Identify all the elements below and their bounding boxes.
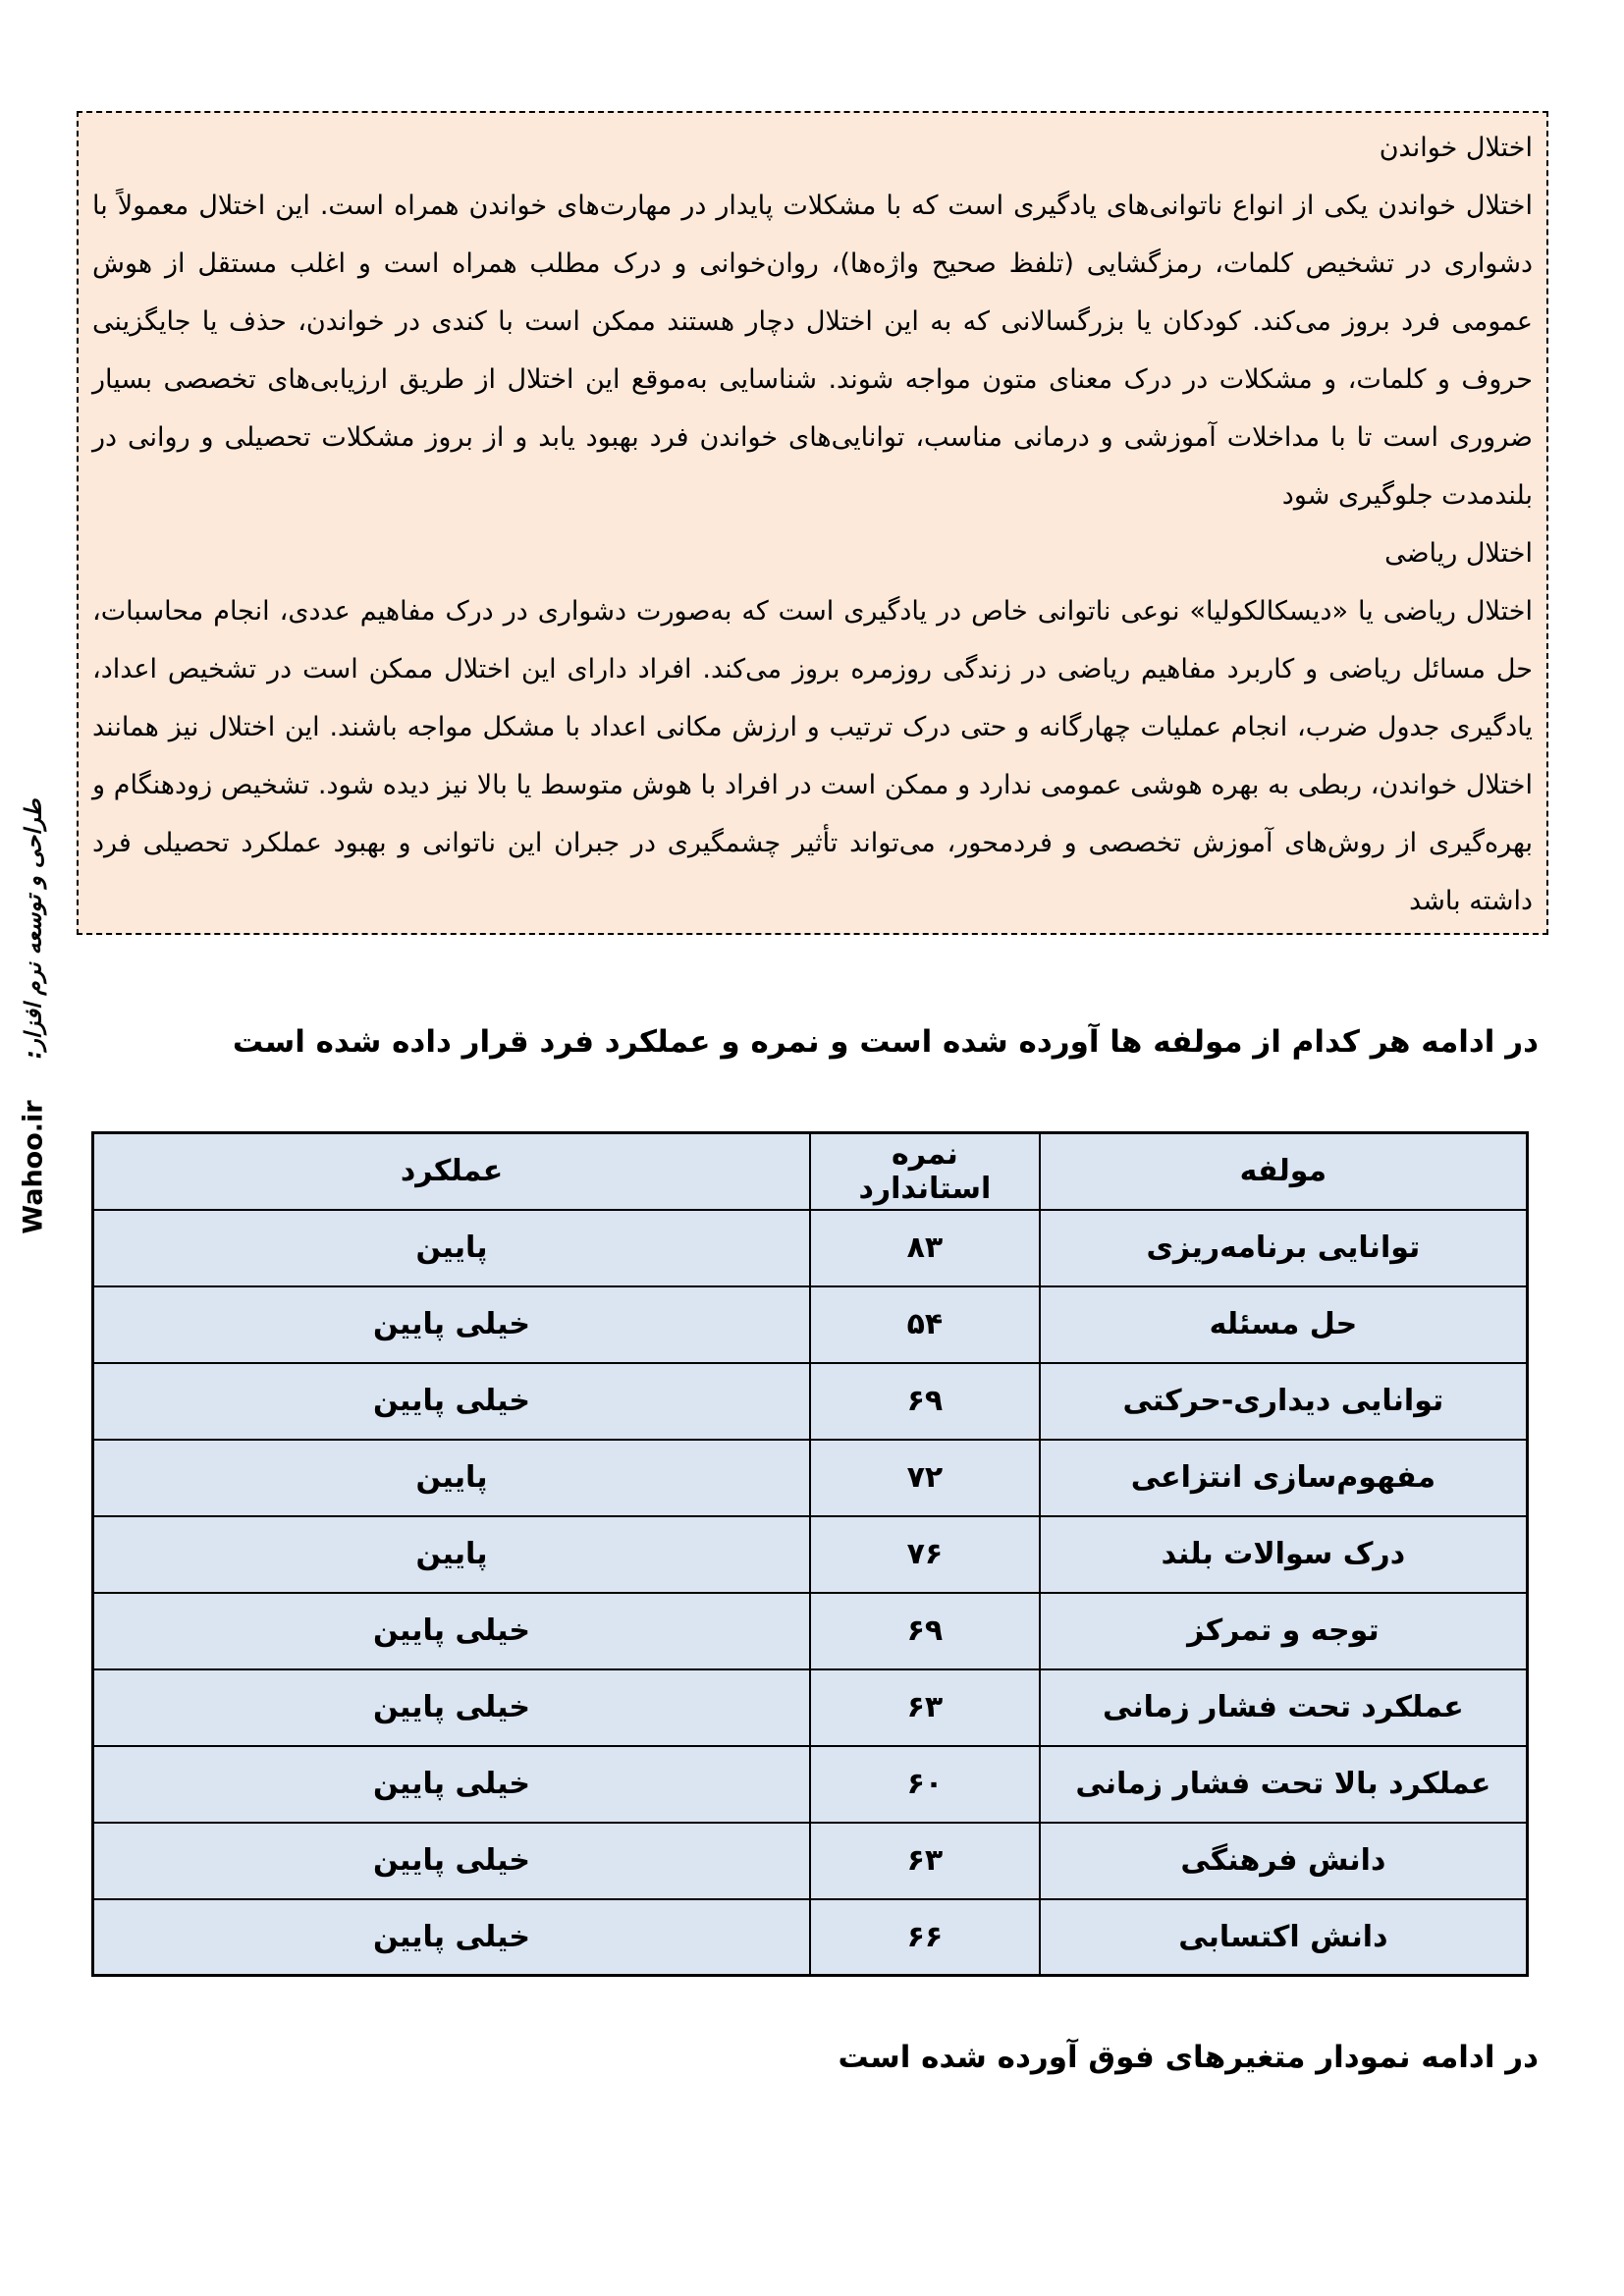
- chart-outro-line: در ادامه نمودار متغیرهای فوق آورده شده است: [838, 2040, 1539, 2075]
- component-cell: مفهوم‌سازی انتزاعی: [1040, 1440, 1528, 1516]
- performance-cell: خیلی پایین: [93, 1593, 811, 1669]
- table-row: [93, 1210, 1528, 1286]
- performance-cell: خیلی پایین: [93, 1746, 811, 1823]
- component-cell: عملکرد بالا تحت فشار زمانی: [1040, 1746, 1528, 1823]
- component-cell: توانایی دیداری-حرکتی: [1040, 1363, 1528, 1440]
- reading-disorder-body: اختلال خواندن یکی از انواع ناتوانی‌های یادگیری است که با مشکلات پایدار در مهارت‌های خواندن همراه است. این اختلال معمولاً با دشواری در تشخیص کلمات، رمزگشایی (تلفظ صحیح واژه‌ها)، روان‌خوانی و درک مطلب همراه است و اغلب مستقل از هوش عمومی فرد بروز می‌کند. کودکان یا بزرگسالانی که به این اختلال دچار هستند ممکن است با کندی در خواندن، حذف یا جایگزینی حروف و کلمات، و مشکلات در درک معنای متون مواجه شوند. شناسایی به‌موقع این اختلال از طریق ارزیابی‌های تخصصی بسیار ضروری است تا با مداخلات آموزشی و درمانی مناسب، توانایی‌های خواندن فرد بهبود یابد و از بروز مشکلات تحصیلی و روانی در بلندمدت جلوگیری شود: [92, 191, 1533, 511]
- score-cell: ۵۴: [810, 1286, 1040, 1363]
- math-disorder-body: اختلال ریاضی یا «دیسکالکولیا» نوعی ناتوانی خاص در یادگیری است که به‌صورت دشواری در درک مفاهیم عددی، انجام محاسبات، حل مسائل ریاضی و کاربرد مفاهیم ریاضی در زندگی روزمره بروز می‌کند. افراد دارای این اختلال ممکن است در تشخیص اعداد، یادگیری جدول ضرب، انجام عملیات چهارگانه و حتی درک ترتیب و ارزش مکانی اعداد با مشکل مواجه باشند. این اختلال نیز همانند اختلال خواندن، ربطی به بهره هوشی عمومی ندارد و ممکن است در افراد با هوش متوسط یا بالا نیز دیده شود. تشخیص زودهنگام و بهره‌گیری از روش‌های آموزش تخصصی و فردمحور، می‌تواند تأثیر چشمگیری در جبران این ناتوانی و بهبود عملکرد تحصیلی فرد داشته باشد: [92, 596, 1533, 916]
- credit-label: طراحی و توسعه نرم افزار:: [21, 798, 46, 1060]
- score-cell: ۶۰: [810, 1746, 1040, 1823]
- table-row: [93, 1669, 1528, 1746]
- performance-cell: پایین: [93, 1440, 811, 1516]
- performance-cell: خیلی پایین: [93, 1823, 811, 1899]
- score-cell: ۶۳: [810, 1823, 1040, 1899]
- performance-cell: خیلی پایین: [93, 1669, 811, 1746]
- score-cell: ۷۶: [810, 1516, 1040, 1593]
- table-row: [93, 1899, 1528, 1976]
- performance-cell: پایین: [93, 1516, 811, 1593]
- performance-cell: پایین: [93, 1210, 811, 1286]
- score-cell: ۷۲: [810, 1440, 1040, 1516]
- table-row: [93, 1823, 1528, 1899]
- table-row: [93, 1286, 1528, 1363]
- performance-cell: خیلی پایین: [93, 1363, 811, 1440]
- reading-disorder-title: اختلال خواندن: [1379, 133, 1533, 163]
- score-cell: ۸۳: [810, 1210, 1040, 1286]
- component-scores-table: [91, 1131, 1529, 1977]
- score-cell: ۶۹: [810, 1363, 1040, 1440]
- score-cell: ۶۶: [810, 1899, 1040, 1976]
- component-cell: توانایی برنامه‌ریزی: [1040, 1210, 1528, 1286]
- component-column-header: مولفه: [1040, 1133, 1528, 1210]
- table-row: [93, 1516, 1528, 1593]
- component-cell: عملکرد تحت فشار زمانی: [1040, 1669, 1528, 1746]
- math-disorder-title: اختلال ریاضی: [1384, 538, 1533, 569]
- score-cell: ۶۹: [810, 1593, 1040, 1669]
- software-credit: [19, 798, 49, 1233]
- table-row: [93, 1746, 1528, 1823]
- table-header-row: [93, 1133, 1528, 1210]
- table-row: [93, 1440, 1528, 1516]
- score-column-header: نمره استاندارد: [810, 1133, 1040, 1210]
- table-row: [93, 1593, 1528, 1669]
- performance-cell: خیلی پایین: [93, 1286, 811, 1363]
- component-cell: دانش اکتسابی: [1040, 1899, 1528, 1976]
- components-intro-line: در ادامه هر کدام از مولفه ها آورده شده است و نمره و عملکرد فرد قرار داده شده است: [232, 1024, 1539, 1060]
- performance-cell: خیلی پایین: [93, 1899, 811, 1976]
- disorders-info-box: [77, 111, 1548, 935]
- component-cell: دانش فرهنگی: [1040, 1823, 1528, 1899]
- component-cell: درک سوالات بلند: [1040, 1516, 1528, 1593]
- component-cell: حل مسئله: [1040, 1286, 1528, 1363]
- performance-column-header: عملکرد: [93, 1133, 811, 1210]
- score-cell: ۶۳: [810, 1669, 1040, 1746]
- table-row: [93, 1363, 1528, 1440]
- credit-brand: Wahoo.ir: [18, 1100, 49, 1234]
- component-cell: توجه و تمرکز: [1040, 1593, 1528, 1669]
